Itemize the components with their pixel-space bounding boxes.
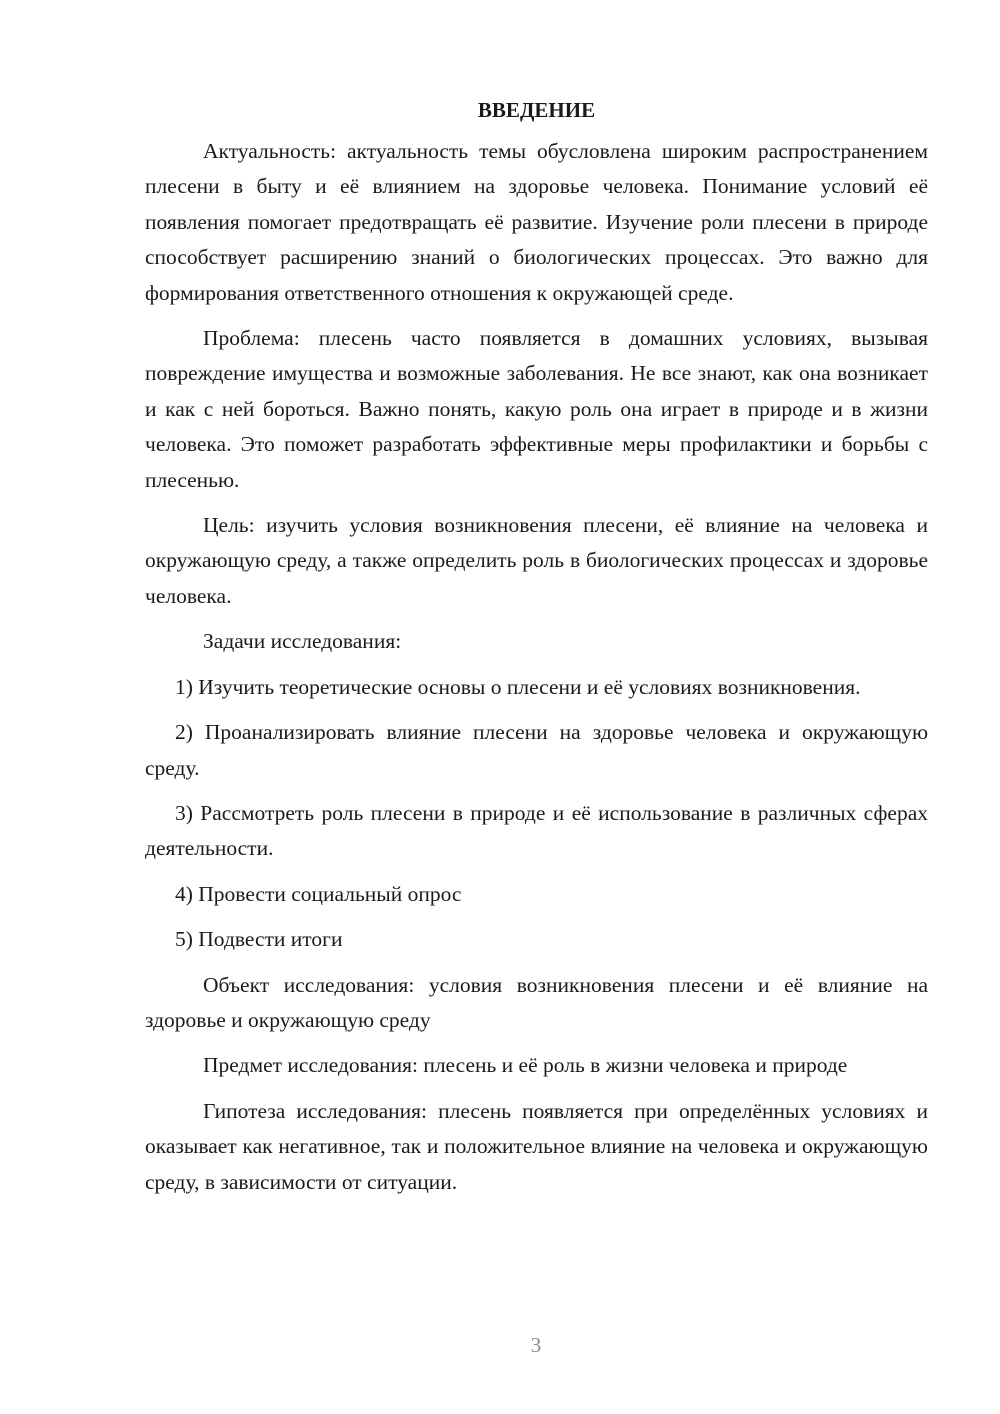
document-page xyxy=(145,92,928,1210)
relevance-paragraph: Актуальность: актуальность темы обусловлена широким распространением плесени в быту и её влиянием на здоровье человека. Понимание условий её появления помогает предотвращать её развитие. Изучение роли плесени в природе способствует расширению знаний о биологических процессах. Это важно для формирования ответственного отношения к окружающей среде. xyxy=(145,139,928,305)
task-item-5: 5) Подвести итоги xyxy=(175,927,343,952)
hypothesis-paragraph: Гипотеза исследования: плесень появляется при определённых условиях и оказывает как негативное, так и положительное влияние на человека и окружающую среду, в зависимости от ситуации. xyxy=(145,1098,928,1194)
page-number: 3 xyxy=(530,1333,542,1357)
object-paragraph: Объект исследования: условия возникновения плесени и её влияние на здоровье и окружающую среду xyxy=(145,972,928,1032)
goal-paragraph: Цель: изучить условия возникновения плесени, её влияние на человека и окружающую среду, а также определить роль в биологических процессах и здоровье человека. xyxy=(145,513,928,608)
tasks-heading: Задачи исследования: xyxy=(203,629,402,654)
task-item-1: 1) Изучить теоретические основы о плесени и её условиях возникновения. xyxy=(175,674,861,699)
section-title: ВВЕДЕНИЕ xyxy=(477,98,596,122)
task-item-3: 3) Рассмотреть роль плесени в природе и её использование в различных сферах деятельности. xyxy=(145,800,928,861)
task-item-4: 4) Провести социальный опрос xyxy=(175,881,462,906)
task-item-2: 2) Проанализировать влияние плесени на здоровье человека и окружающую среду. xyxy=(145,720,928,780)
problem-paragraph: Проблема: плесень часто появляется в домашних условиях, вызывая повреждение имущества и возможные заболевания. Не все знают, как она возникает и как с ней бороться. Важно понять, какую роль она играет в природе и в жизни человека. Это поможет разработать эффективные меры профилактики и борьбы с плесенью. xyxy=(145,326,928,492)
subject-paragraph: Предмет исследования: плесень и её роль в жизни человека и природе xyxy=(203,1053,848,1078)
